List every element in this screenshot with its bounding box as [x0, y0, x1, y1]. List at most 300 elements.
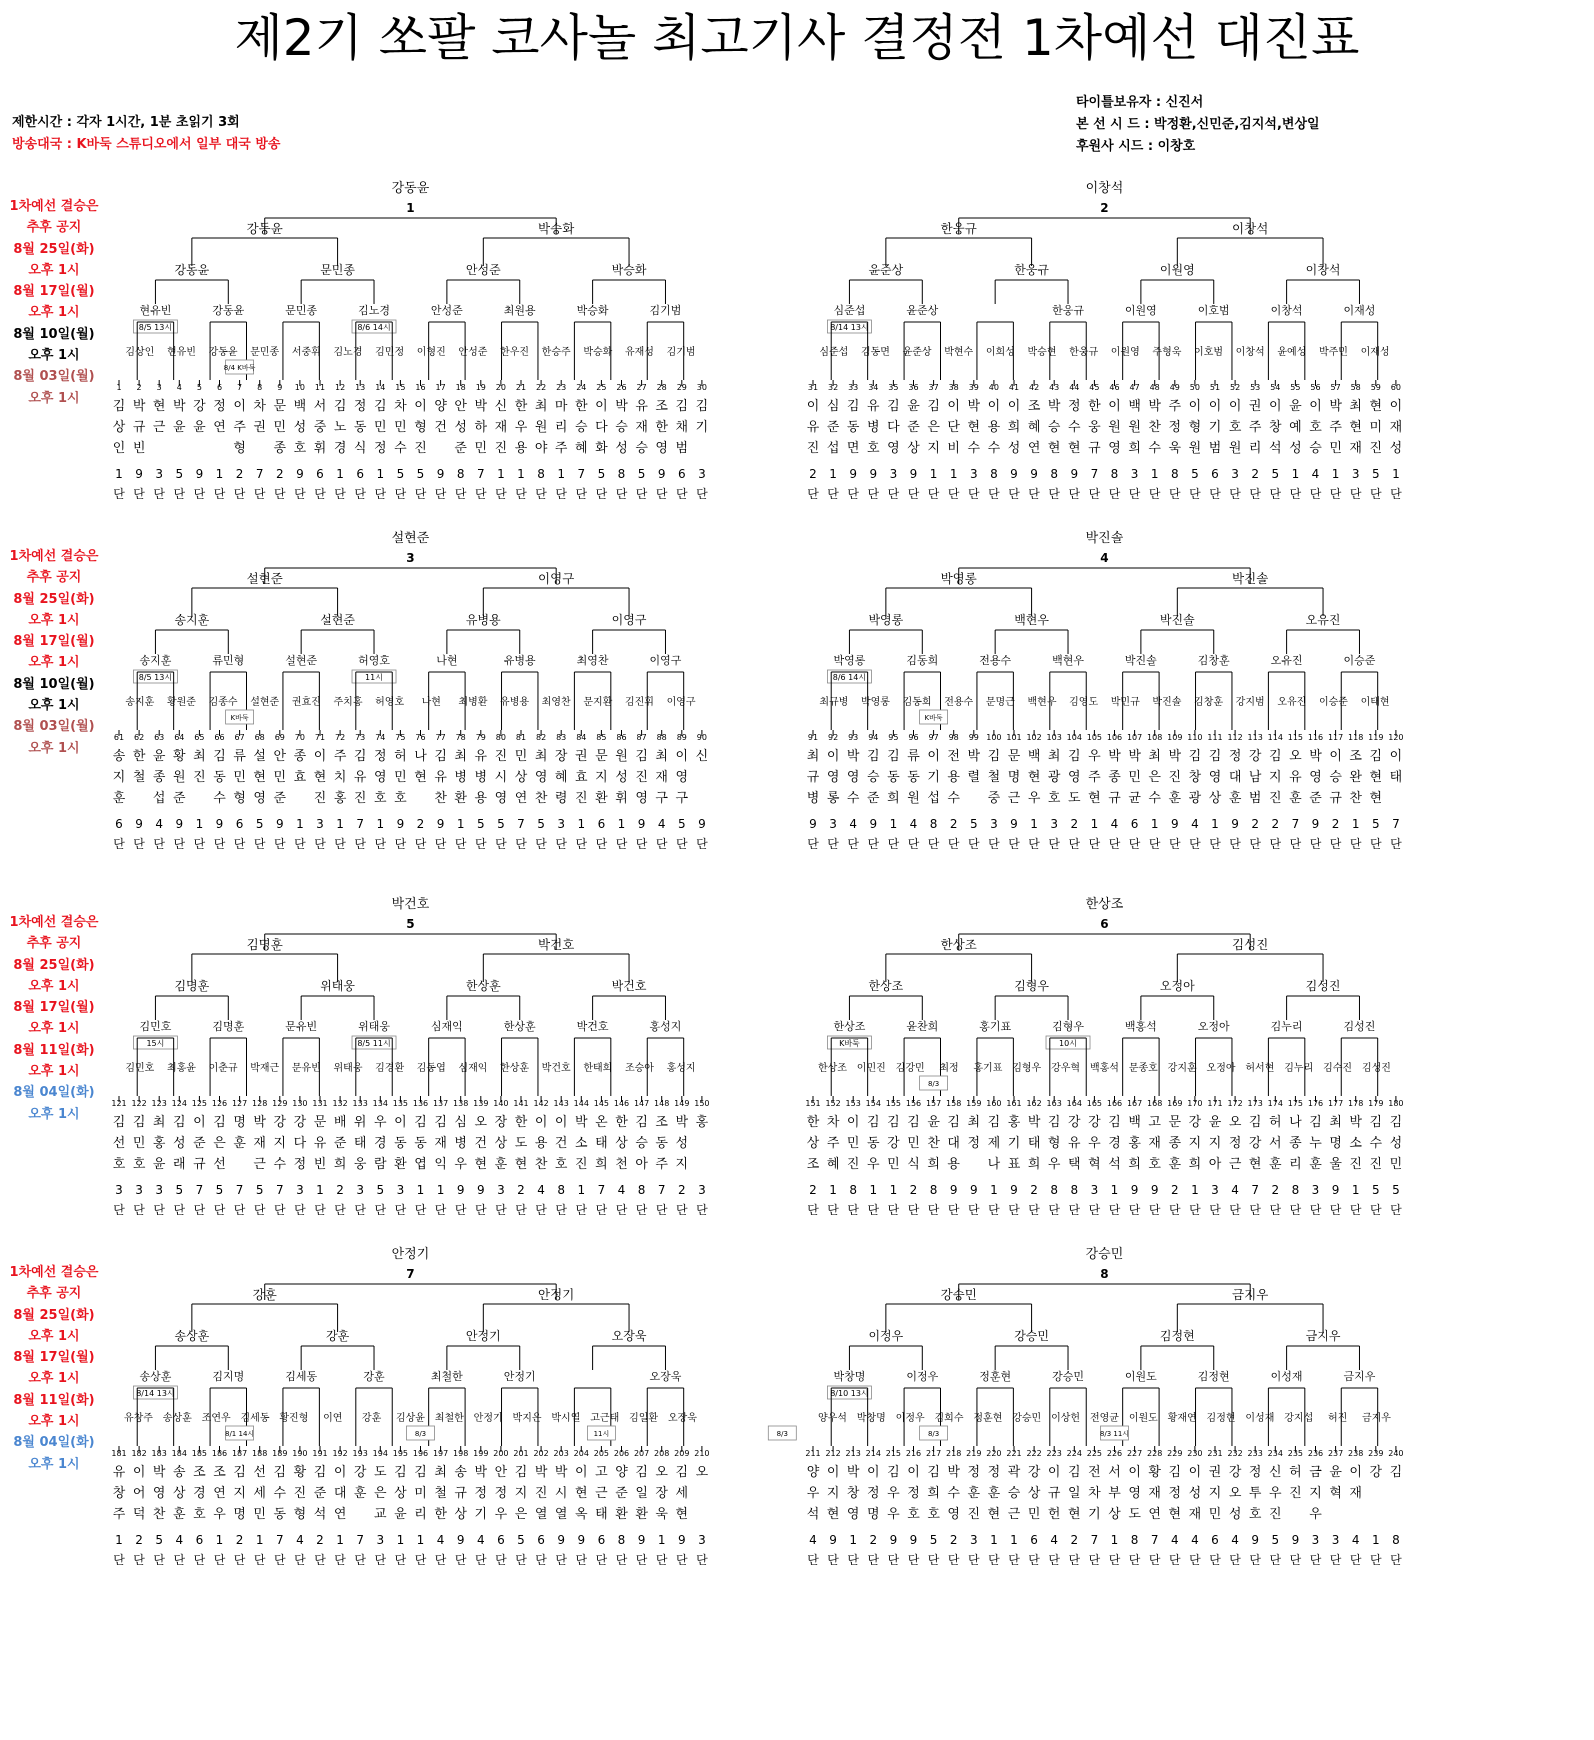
player-name-char: 롱: [826, 791, 840, 806]
player-name-char: 천: [615, 1157, 628, 1172]
seat-number: 117: [1327, 733, 1344, 742]
seat-number: 197: [432, 1449, 449, 1458]
player-rank: 5: [376, 1183, 385, 1197]
player-name-char: 정: [1248, 1465, 1262, 1480]
player-rank: 5: [1392, 1183, 1400, 1197]
round0-player: 권효진: [291, 697, 321, 708]
round2-player: 박건호: [611, 979, 647, 993]
player-name-char: 병: [806, 791, 820, 806]
player-name-char: 정: [293, 1157, 307, 1172]
round0-player: 안성준: [458, 347, 488, 358]
round0-player: 조연우: [201, 1413, 231, 1424]
player-rank-unit: 단: [1028, 837, 1040, 851]
player-rank: 5: [969, 817, 978, 831]
seat-number: 167: [1126, 1099, 1143, 1108]
player-name-char: 다: [887, 420, 900, 435]
player-name-char: 승: [867, 770, 880, 785]
player-rank: 9: [909, 467, 918, 481]
round0-player: 박재근: [250, 1063, 280, 1074]
round0-player: 유재성: [624, 347, 654, 358]
player-name-char: 진: [494, 749, 508, 764]
player-name-char: 우: [1027, 791, 1041, 806]
player-rank: 6: [195, 1533, 204, 1547]
player-name-char: 선: [112, 1136, 126, 1151]
player-rank: 2: [316, 1533, 324, 1547]
round0-player: 최철한: [434, 1413, 464, 1424]
player-name-char: 정: [1168, 1486, 1182, 1501]
seat-number: 206: [613, 1449, 630, 1458]
player-name-char: 김: [434, 1115, 447, 1130]
player-name-char: 성: [173, 1136, 186, 1151]
player-name-char: 준: [313, 1486, 327, 1501]
player-rank-unit: 단: [294, 1203, 306, 1217]
player-name-char: 찬: [534, 791, 548, 806]
player-name-char: 유: [806, 420, 820, 435]
seat-number: 31: [807, 383, 819, 392]
round3-player: 금지우: [1232, 1287, 1269, 1302]
player-name-char: 주: [112, 1507, 126, 1522]
player-name-char: 광: [1047, 770, 1061, 785]
player-name-char: 김: [1309, 1115, 1322, 1130]
player-rank-unit: 단: [153, 837, 165, 851]
player-rank: 8: [1392, 1533, 1400, 1547]
player-rank: 3: [1130, 467, 1139, 481]
player-name-char: 혜: [554, 770, 568, 785]
player-name-char: 경: [374, 1136, 387, 1151]
player-name-char: 야: [534, 441, 548, 456]
player-name-char: 황: [293, 1465, 307, 1480]
player-name-char: 조: [655, 1115, 668, 1130]
player-name-char: 박: [1168, 749, 1182, 764]
player-rank-unit: 단: [314, 1553, 326, 1567]
player-rank-unit: 단: [847, 1553, 859, 1567]
round1-player: 허영호: [358, 654, 390, 667]
player-name-char: 서: [1269, 1136, 1282, 1151]
seat-number: 47: [1129, 383, 1140, 392]
player-name-char: 성: [1389, 1136, 1403, 1151]
schedule-line: 오후 1시: [28, 1456, 80, 1472]
player-name-char: 권: [1248, 399, 1262, 414]
player-name-char: 최: [152, 1115, 166, 1130]
player-rank: 9: [275, 817, 284, 831]
player-rank-unit: 단: [1048, 1203, 1060, 1217]
schedule-line: 오후 1시: [28, 305, 80, 321]
seat-number: 38: [948, 383, 959, 392]
player-rank: 3: [698, 467, 706, 481]
schedule-line: 추후 공지: [26, 220, 82, 236]
seat-number: 190: [292, 1449, 308, 1458]
seat-number: 106: [1106, 733, 1123, 742]
player-name-char: 기: [927, 770, 940, 785]
player-rank-unit: 단: [1249, 487, 1261, 501]
player-name-char: 우: [887, 1486, 900, 1501]
player-rank: 1: [215, 1533, 224, 1547]
player-name-char: 리: [1289, 1157, 1302, 1172]
player-rank-unit: 단: [1108, 487, 1121, 501]
player-name-char: 건: [474, 1136, 488, 1151]
seat-number: 186: [211, 1449, 228, 1458]
group-winner: 강동윤: [391, 181, 430, 196]
player-name-char: 안: [273, 749, 287, 764]
player-rank: 7: [275, 1183, 284, 1197]
round2-player: 한웅규: [1014, 263, 1049, 277]
player-name-char: 문: [1007, 749, 1021, 764]
player-rank-unit: 단: [1249, 837, 1261, 851]
page-title: 제2기 쏘팔 코사놀 최고기사 결정전 1차예선 대진표: [234, 9, 1360, 67]
player-rank-unit: 단: [193, 1203, 206, 1217]
player-rank-unit: 단: [374, 1203, 387, 1217]
group-number: 3: [406, 551, 415, 565]
schedule-line: 1차예선 결승은: [9, 199, 99, 214]
round0-player: 김일환: [629, 1413, 659, 1424]
player-rank-unit: 단: [696, 1553, 708, 1567]
player-name-char: 진: [313, 791, 327, 806]
player-name-char: 연: [213, 1486, 226, 1501]
player-name-char: 진: [1289, 1486, 1302, 1501]
player-name-char: 지: [595, 770, 608, 785]
round2-player: 설현준: [320, 613, 355, 627]
player-name-char: 진: [575, 791, 588, 806]
group-number: 1: [406, 201, 415, 215]
round0-player: 이영구: [666, 697, 696, 708]
seat-number: 36: [908, 383, 919, 392]
player-rank-unit: 단: [655, 487, 668, 501]
player-name-char: 이: [394, 1115, 407, 1130]
player-rank-unit: 단: [475, 1553, 487, 1567]
player-rank: 9: [1251, 1533, 1260, 1547]
player-name-char: 준: [173, 791, 186, 806]
seat-number: 232: [1227, 1449, 1243, 1458]
player-rank-unit: 단: [595, 487, 608, 501]
seat-number: 88: [656, 733, 667, 742]
player-rank: 6: [316, 467, 324, 481]
player-rank: 4: [296, 1533, 304, 1547]
round2-player: 김형우: [1014, 979, 1049, 993]
player-name-char: 민: [846, 1136, 860, 1151]
player-rank: 8: [537, 467, 545, 481]
round1-player: 윤준상: [906, 304, 939, 317]
player-rank: 1: [255, 1533, 264, 1547]
seat-number: 85: [596, 733, 607, 742]
round0-player: 박민규: [1110, 697, 1140, 708]
player-rank: 4: [175, 1533, 184, 1547]
player-name-char: 기: [1088, 1507, 1101, 1522]
player-name-char: 희: [927, 1486, 940, 1501]
player-name-char: 주: [1329, 420, 1342, 435]
round1-player: 이창석: [1270, 304, 1303, 317]
player-name-char: 김: [1208, 749, 1222, 764]
player-name-char: 혁: [1329, 1486, 1342, 1501]
player-name-char: 재: [1349, 441, 1362, 456]
player-rank: 8: [1050, 467, 1059, 481]
player-name-char: 호: [907, 1507, 920, 1522]
player-rank-unit: 단: [575, 487, 588, 501]
player-name-char: 이: [1128, 1465, 1141, 1480]
player-rank: 3: [1231, 467, 1239, 481]
player-rank-unit: 단: [213, 1553, 226, 1567]
round0-player: 김상인: [125, 347, 155, 358]
player-name-char: 근: [1007, 1507, 1021, 1522]
player-name-char: 섭: [152, 791, 166, 806]
player-rank-unit: 단: [635, 837, 648, 851]
round0-player: 이형진: [416, 347, 446, 358]
player-rank-unit: 단: [1008, 1203, 1020, 1217]
player-rank-unit: 단: [927, 837, 940, 851]
player-rank-unit: 단: [274, 487, 286, 501]
player-rank: 4: [657, 817, 666, 831]
round0-player: 이정우: [895, 1413, 925, 1424]
round0-player: 고근태: [590, 1413, 620, 1424]
player-name-char: 한: [575, 399, 588, 414]
player-name-char: 박: [1329, 399, 1342, 414]
player-name-char: 영: [846, 1507, 860, 1522]
schedule-line: 오후 1시: [28, 612, 80, 628]
round2-player: 윤준상: [868, 263, 904, 277]
player-name-char: 정: [967, 1136, 981, 1151]
schedule-line: 1차예선 결승은: [9, 1265, 99, 1280]
round1-player: 이재성: [1343, 304, 1376, 317]
seat-number: 155: [885, 1099, 902, 1108]
seat-number: 112: [1227, 733, 1243, 742]
player-rank: 4: [1110, 817, 1119, 831]
player-name-char: 유: [112, 1465, 126, 1480]
player-rank-unit: 단: [575, 1553, 588, 1567]
player-name-char: 동: [394, 1136, 407, 1151]
player-rank-unit: 단: [233, 1553, 246, 1567]
player-rank-unit: 단: [173, 1203, 186, 1217]
player-rank: 8: [1170, 467, 1179, 481]
player-name-char: 호: [1228, 420, 1242, 435]
seat-number: 235: [1287, 1449, 1304, 1458]
seat-number: 234: [1267, 1449, 1283, 1458]
player-name-char: 이: [333, 1465, 347, 1480]
player-name-char: 김: [927, 399, 940, 414]
player-name-char: 예: [1289, 420, 1302, 435]
player-rank-unit: 단: [1370, 1203, 1382, 1217]
player-name-char: 준: [193, 1136, 206, 1151]
seat-number: 14: [375, 383, 386, 392]
player-rank: 1: [1371, 1533, 1380, 1547]
player-rank-unit: 단: [1229, 1203, 1241, 1217]
seat-number: 210: [694, 1449, 710, 1458]
player-name-char: 현: [1047, 441, 1061, 456]
player-name-char: 우: [374, 1115, 387, 1130]
seat-number: 83: [556, 733, 567, 742]
player-name-char: 정: [474, 1486, 488, 1501]
player-rank-unit: 단: [555, 487, 567, 501]
player-name-char: 백: [1027, 749, 1041, 764]
round2-player: 박승화: [611, 263, 647, 277]
player-rank: 2: [1271, 817, 1280, 831]
player-name-char: 식: [353, 441, 367, 456]
player-rank-unit: 단: [1309, 837, 1322, 851]
seat-number: 26: [616, 383, 627, 392]
round0-player: 이연: [323, 1413, 343, 1424]
player-name-char: 류: [233, 749, 246, 764]
round3-player: 한웅규: [940, 221, 977, 236]
player-name-char: 재: [1349, 1486, 1362, 1501]
schedule-line: 8월 11일(화): [13, 1042, 95, 1058]
player-name-char: 동: [353, 420, 367, 435]
player-rank: 1: [316, 1183, 324, 1197]
player-name-char: 중: [313, 420, 327, 435]
seat-number: 100: [986, 733, 1002, 742]
player-rank: 8: [557, 1183, 566, 1197]
player-name-char: 박: [474, 1465, 488, 1480]
player-name-char: 현: [514, 1157, 528, 1172]
player-rank-unit: 단: [1349, 1553, 1362, 1567]
player-rank: 9: [175, 817, 184, 831]
player-name-char: 대: [333, 1486, 347, 1501]
player-rank-unit: 단: [947, 837, 960, 851]
player-rank-unit: 단: [334, 837, 346, 851]
player-name-char: 호: [394, 791, 407, 806]
player-name-char: 원: [1108, 420, 1121, 435]
player-rank: 3: [969, 1533, 978, 1547]
player-name-char: 용: [474, 791, 488, 806]
player-name-char: 도: [374, 1465, 387, 1480]
round0-player: 강훈: [361, 1413, 382, 1424]
player-name-char: 완: [1349, 770, 1362, 785]
player-rank-unit: 단: [696, 837, 708, 851]
player-name-char: 우: [1309, 1507, 1322, 1522]
player-rank: 5: [1371, 467, 1380, 481]
round0-player: 정훈현: [973, 1413, 1003, 1424]
seat-number: 131: [312, 1099, 328, 1108]
player-name-char: 고: [1148, 1115, 1161, 1130]
player-name-char: 수: [947, 791, 960, 806]
round0-player: 박시열: [551, 1413, 581, 1424]
seat-number: 104: [1066, 733, 1082, 742]
seat-number: 41: [1008, 383, 1020, 392]
player-name-char: 이: [313, 749, 327, 764]
player-rank: 3: [1351, 467, 1360, 481]
player-rank-unit: 단: [133, 1203, 145, 1217]
player-name-char: 한: [514, 1115, 528, 1130]
round2-player: 오장욱: [611, 1329, 647, 1343]
player-rank: 4: [1351, 1533, 1360, 1547]
player-rank: 4: [1231, 1533, 1239, 1547]
player-rank-unit: 단: [1128, 1203, 1141, 1217]
player-rank-unit: 단: [253, 1203, 266, 1217]
seat-number: 37: [928, 383, 939, 392]
player-name-char: 진: [575, 1157, 588, 1172]
player-name-char: 상: [1027, 1486, 1041, 1501]
round3-player: 박승화: [538, 221, 575, 236]
player-rank-unit: 단: [1189, 837, 1201, 851]
round0-player: 한우진: [500, 347, 530, 358]
player-name-char: 웅: [353, 1157, 367, 1172]
player-name-char: 이: [846, 1115, 860, 1130]
player-name-char: 나: [1289, 1115, 1302, 1130]
player-rank-unit: 단: [133, 1553, 145, 1567]
player-name-char: 동: [213, 770, 226, 785]
seat-number: 226: [1106, 1449, 1123, 1458]
player-name-char: 인: [112, 441, 126, 456]
round1-player: 김형우: [1052, 1020, 1084, 1033]
player-rank-unit: 단: [947, 1553, 960, 1567]
player-name-char: 최: [193, 749, 206, 764]
player-rank-unit: 단: [193, 487, 206, 501]
seat-number: 217: [925, 1449, 942, 1458]
match-note: 11시: [593, 1430, 610, 1438]
player-name-char: 백: [1128, 399, 1141, 414]
seat-number: 157: [925, 1099, 942, 1108]
player-name-char: 수: [273, 1157, 287, 1172]
player-rank: 1: [1291, 467, 1300, 481]
seat-number: 24: [576, 383, 587, 392]
player-name-char: 정: [907, 1486, 920, 1501]
round1-player: 현유빈: [139, 304, 172, 317]
round0-player: 문유빈: [291, 1063, 321, 1074]
player-rank-unit: 단: [535, 1553, 547, 1567]
player-name-char: 동: [907, 770, 920, 785]
player-name-char: 준: [867, 791, 880, 806]
player-name-char: 김: [887, 1115, 900, 1130]
round1-player: 강승민: [1052, 1370, 1084, 1383]
player-rank: 5: [255, 817, 264, 831]
player-rank: 5: [155, 1533, 164, 1547]
seat-number: 153: [845, 1099, 861, 1108]
player-name-char: 김: [887, 749, 900, 764]
player-rank: 4: [1191, 817, 1199, 831]
player-rank: 8: [617, 1533, 626, 1547]
round0-player: 송상훈: [162, 1413, 192, 1424]
player-name-char: 강: [1068, 1115, 1081, 1130]
group-winner: 강승민: [1085, 1247, 1124, 1262]
player-name-char: 승: [635, 441, 648, 456]
player-name-char: 지: [675, 1157, 689, 1172]
player-name-char: 현: [1068, 1507, 1081, 1522]
player-rank: 9: [969, 1183, 978, 1197]
player-name-char: 이: [947, 399, 960, 414]
player-name-char: 김: [635, 749, 648, 764]
player-name-char: 창: [1188, 770, 1202, 785]
player-rank: 5: [175, 467, 184, 481]
player-name-char: 윤: [173, 420, 186, 435]
player-rank: 7: [1090, 1533, 1099, 1547]
player-rank: 8: [849, 1183, 858, 1197]
player-name-char: 현: [967, 420, 981, 435]
player-rank-unit: 단: [1269, 1553, 1282, 1567]
player-rank: 1: [1110, 1533, 1119, 1547]
player-name-char: 찬: [1349, 791, 1362, 806]
player-name-char: 이: [233, 399, 246, 414]
player-name-char: 신: [695, 749, 709, 764]
round0-player: 문민종: [250, 347, 280, 358]
player-name-char: 허: [1269, 1115, 1282, 1130]
seat-number: 113: [1247, 733, 1263, 742]
player-name-char: 영: [655, 441, 668, 456]
player-name-char: 광: [1188, 791, 1202, 806]
player-name-char: 김: [112, 1115, 126, 1130]
player-name-char: 근: [152, 420, 166, 435]
seat-number: 61: [113, 733, 125, 742]
player-name-char: 정: [353, 399, 367, 414]
player-name-char: 렬: [967, 770, 981, 785]
player-name-char: 수: [1068, 420, 1081, 435]
player-name-char: 규: [1329, 791, 1342, 806]
seat-number: 95: [888, 733, 899, 742]
player-name-char: 장: [554, 749, 568, 764]
player-name-char: 조: [1349, 749, 1362, 764]
player-rank: 4: [436, 1533, 445, 1547]
player-rank-unit: 단: [927, 1203, 940, 1217]
player-rank: 3: [497, 1183, 505, 1197]
player-name-char: 박: [152, 1465, 166, 1480]
player-name-char: 규: [806, 770, 820, 785]
player-name-char: 연: [1027, 441, 1041, 456]
